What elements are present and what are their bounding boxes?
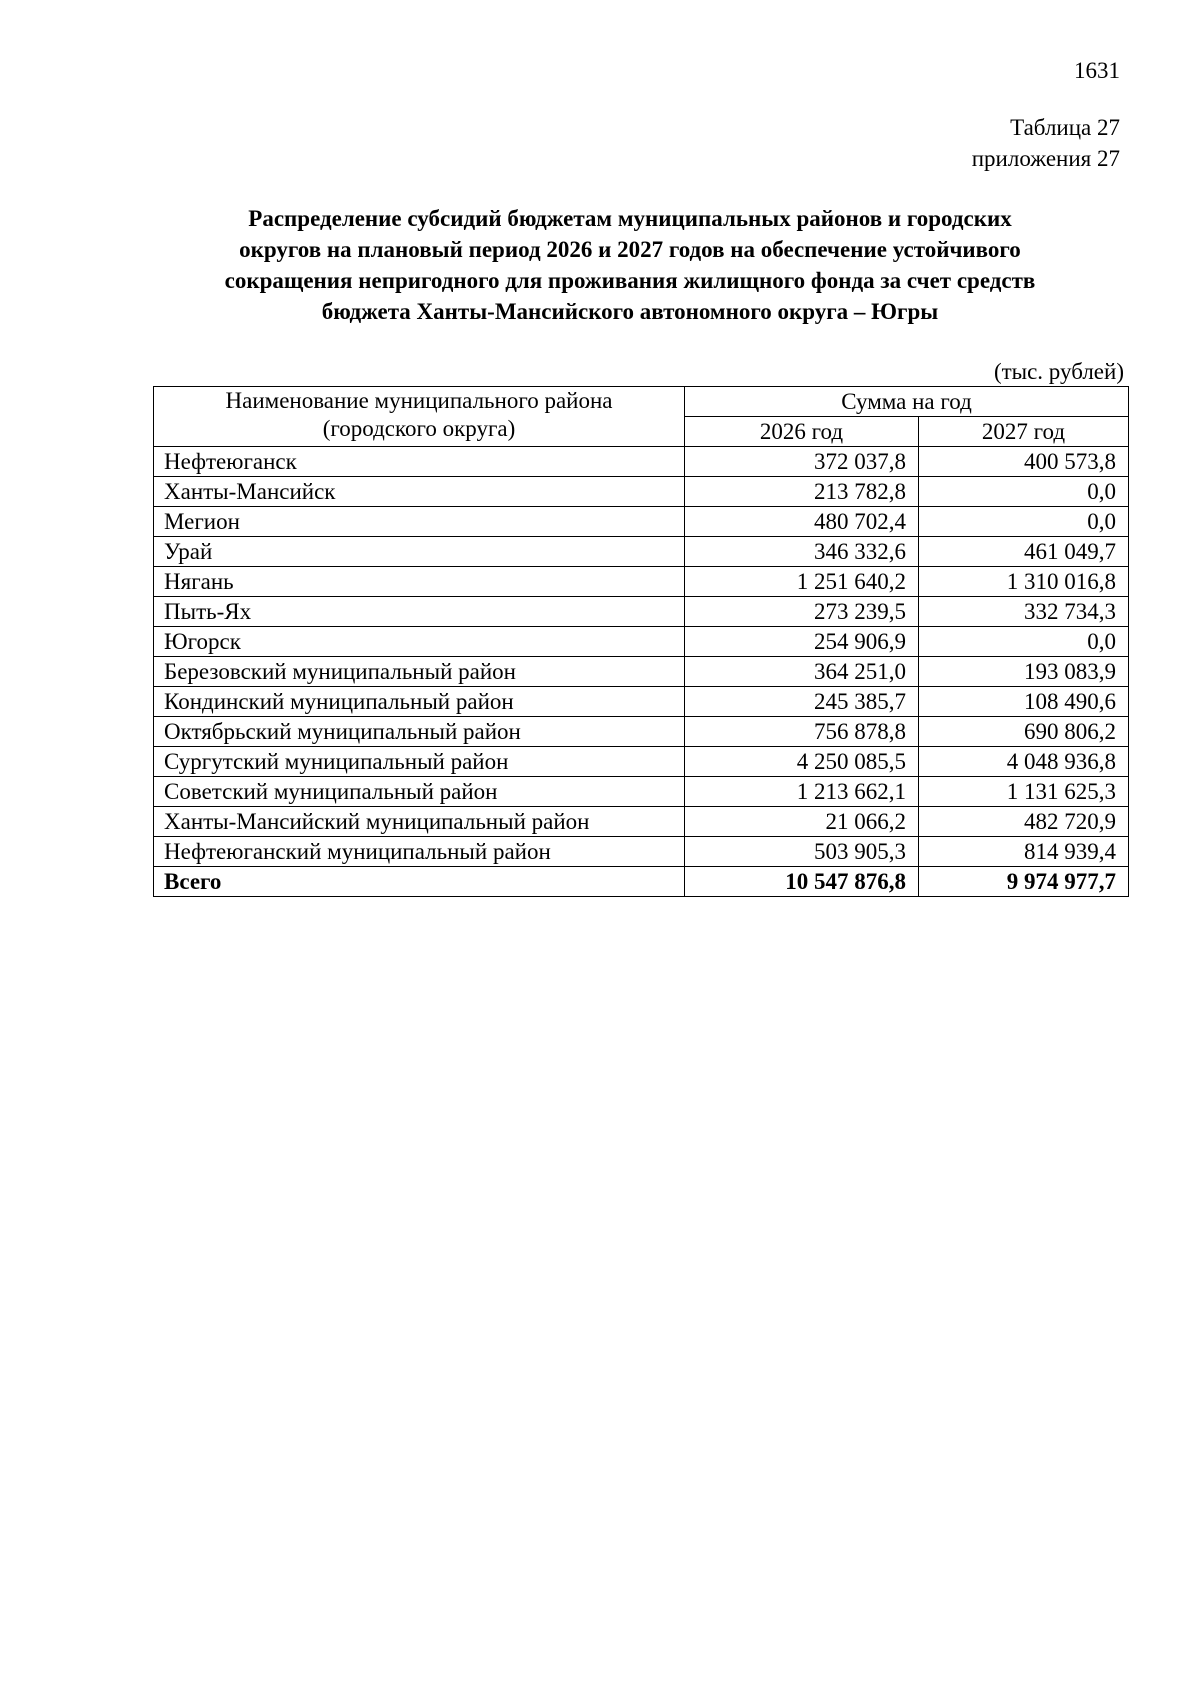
cell-2027: 332 734,3 <box>919 597 1129 627</box>
cell-municipality: Пыть-Ях <box>154 597 685 627</box>
cell-2027: 108 490,6 <box>919 687 1129 717</box>
table-row <box>154 687 1129 717</box>
cell-2026: 213 782,8 <box>685 477 919 507</box>
cell-municipality: Нягань <box>154 567 685 597</box>
header-year-2027: 2027 год <box>919 417 1129 447</box>
cell-2026: 1 251 640,2 <box>685 567 919 597</box>
cell-municipality: Нефтеюганск <box>154 447 685 477</box>
total-row <box>154 867 1129 897</box>
total-2026: 10 547 876,8 <box>685 867 919 897</box>
cell-2026: 1 213 662,1 <box>685 777 919 807</box>
header-sum-per-year: Сумма на год <box>685 387 1129 417</box>
table-header <box>154 387 1129 447</box>
cell-2026: 21 066,2 <box>685 807 919 837</box>
cell-municipality: Октябрьский муниципальный район <box>154 717 685 747</box>
header-municipality <box>154 387 685 447</box>
title-line: сокращения непригодного для проживания жилищного фонда за счет средств <box>224 268 1036 293</box>
cell-2027: 461 049,7 <box>919 537 1129 567</box>
cell-2027: 814 939,4 <box>919 837 1129 867</box>
cell-2026: 346 332,6 <box>685 537 919 567</box>
cell-municipality: Березовский муниципальный район <box>154 657 685 687</box>
title-line: округов на плановый период 2026 и 2027 годов на обеспечение устойчивого <box>239 237 1021 262</box>
header-municipality-line-2: (городского округа) <box>322 416 516 441</box>
table-row <box>154 507 1129 537</box>
cell-municipality: Урай <box>154 537 685 567</box>
cell-2026: 480 702,4 <box>685 507 919 537</box>
cell-2026: 273 239,5 <box>685 597 919 627</box>
table-row <box>154 597 1129 627</box>
table-row <box>154 627 1129 657</box>
header-year-2026: 2026 год <box>685 417 919 447</box>
cell-2027: 193 083,9 <box>919 657 1129 687</box>
cell-municipality: Советский муниципальный район <box>154 777 685 807</box>
cell-municipality: Ханты-Мансийск <box>154 477 685 507</box>
subsidy-table <box>153 386 1129 897</box>
table-reference-line-2: приложения 27 <box>971 146 1120 171</box>
cell-2026: 503 905,3 <box>685 837 919 867</box>
table-row <box>154 837 1129 867</box>
table-row <box>154 477 1129 507</box>
total-label: Всего <box>154 867 685 897</box>
cell-municipality: Кондинский муниципальный район <box>154 687 685 717</box>
table-row <box>154 657 1129 687</box>
table-row <box>154 447 1129 477</box>
table-row <box>154 747 1129 777</box>
header-municipality-line-1: Наименование муниципального района <box>225 388 613 413</box>
cell-2027: 690 806,2 <box>919 717 1129 747</box>
cell-2026: 245 385,7 <box>685 687 919 717</box>
title-line: Распределение субсидий бюджетам муниципальных районов и городских <box>248 206 1012 231</box>
cell-2027: 400 573,8 <box>919 447 1129 477</box>
cell-municipality: Нефтеюганский муниципальный район <box>154 837 685 867</box>
cell-2027: 1 131 625,3 <box>919 777 1129 807</box>
cell-2027: 0,0 <box>919 627 1129 657</box>
table-reference <box>900 112 1120 174</box>
cell-2027: 1 310 016,8 <box>919 567 1129 597</box>
cell-municipality: Ханты-Мансийский муниципальный район <box>154 807 685 837</box>
cell-2027: 0,0 <box>919 507 1129 537</box>
cell-2027: 482 720,9 <box>919 807 1129 837</box>
cell-2027: 4 048 936,8 <box>919 747 1129 777</box>
cell-municipality: Сургутский муниципальный район <box>154 747 685 777</box>
document-title <box>140 203 1120 327</box>
cell-2026: 364 251,0 <box>685 657 919 687</box>
title-line: бюджета Ханты-Мансийского автономного округа – Югры <box>321 299 939 324</box>
total-2027: 9 974 977,7 <box>919 867 1129 897</box>
cell-municipality: Югорск <box>154 627 685 657</box>
page-number: 1631 <box>1074 58 1120 83</box>
table-row <box>154 807 1129 837</box>
table-row <box>154 567 1129 597</box>
cell-municipality: Мегион <box>154 507 685 537</box>
cell-2027: 0,0 <box>919 477 1129 507</box>
table-body <box>154 447 1129 897</box>
table-row <box>154 717 1129 747</box>
table-row <box>154 537 1129 567</box>
cell-2026: 4 250 085,5 <box>685 747 919 777</box>
cell-2026: 372 037,8 <box>685 447 919 477</box>
cell-2026: 254 906,9 <box>685 627 919 657</box>
cell-2026: 756 878,8 <box>685 717 919 747</box>
units-label: (тыс. рублей) <box>993 359 1124 384</box>
table-row <box>154 777 1129 807</box>
table-reference-line-1: Таблица 27 <box>1010 115 1120 140</box>
